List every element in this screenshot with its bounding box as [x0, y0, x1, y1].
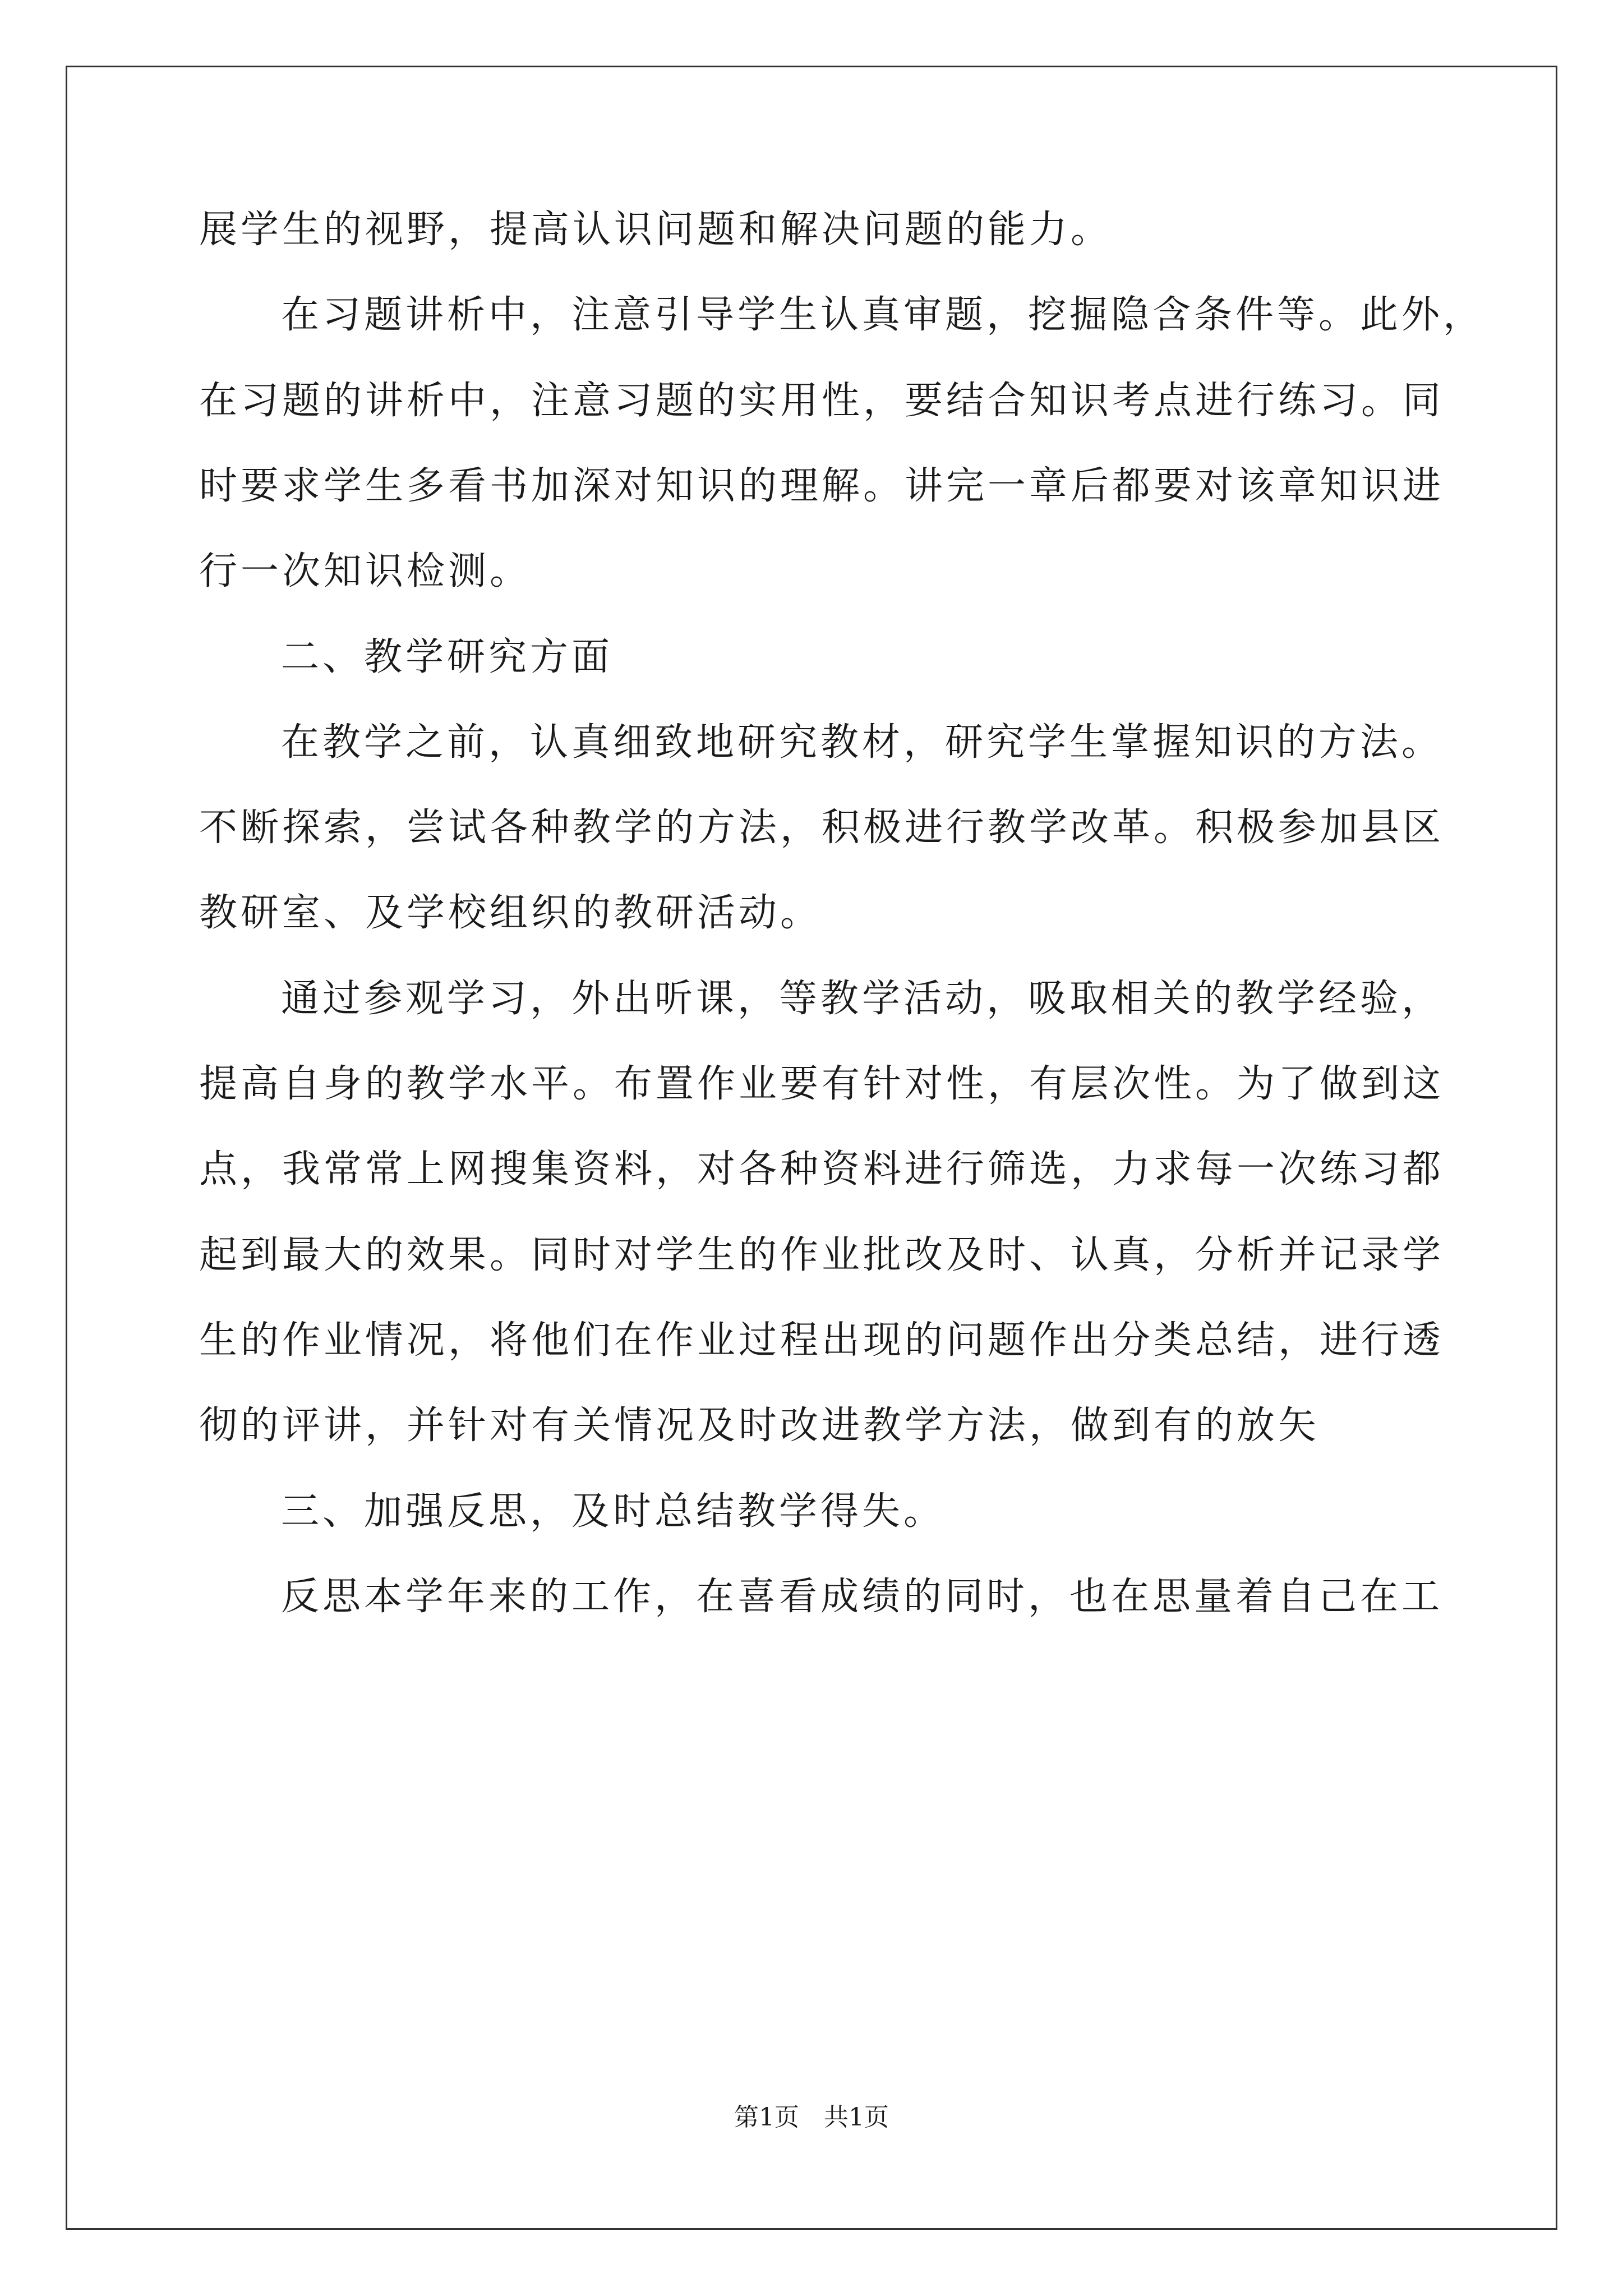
- body-line: 时要求学生多看书加深对知识的理解。讲完一章后都要对该章知识进: [199, 464, 1445, 508]
- body-line: 行一次知识检测。: [199, 549, 532, 593]
- body-line: 在习题讲析中，注意引导学生认真审题，挖掘隐含条件等。此外，: [281, 293, 1485, 337]
- body-line: 彻的评讲，并针对有关情况及时改进教学方法，做到有的放矢: [199, 1404, 1320, 1448]
- page-number-footer: 第1页 共1页: [734, 2103, 889, 2132]
- body-line: 通过参观学习，外出听课，等教学活动，吸取相关的教学经验，: [281, 977, 1444, 1021]
- body-line: 展学生的视野，提高认识问题和解决问题的能力。: [199, 208, 1113, 252]
- body-line: 生的作业情况，将他们在作业过程出现的问题作出分类总结，进行透: [199, 1318, 1445, 1363]
- section-heading: 二、教学研究方面: [281, 635, 614, 679]
- body-line: 提高自身的教学水平。布置作业要有针对性，有层次性。为了做到这: [199, 1062, 1445, 1106]
- body-line: 点，我常常上网搜集资料，对各种资料进行筛选，力求每一次练习都: [199, 1147, 1445, 1191]
- body-line: 教研室、及学校组织的教研活动。: [199, 891, 822, 935]
- body-line: 起到最大的效果。同时对学生的作业批改及时、认真，分析并记录学: [199, 1233, 1445, 1277]
- section-heading: 三、加强反思，及时总结教学得失。: [281, 1489, 946, 1534]
- body-line: 不断探索，尝试各种教学的方法，积极进行教学改革。积极参加县区: [199, 806, 1445, 850]
- body-line: 反思本学年来的工作，在喜看成绩的同时，也在思量着自己在工: [281, 1575, 1444, 1619]
- body-line: 在习题的讲析中，注意习题的实用性，要结合知识考点进行练习。同: [199, 379, 1445, 423]
- body-line: 在教学之前，认真细致地研究教材，研究学生掌握知识的方法。: [281, 720, 1444, 765]
